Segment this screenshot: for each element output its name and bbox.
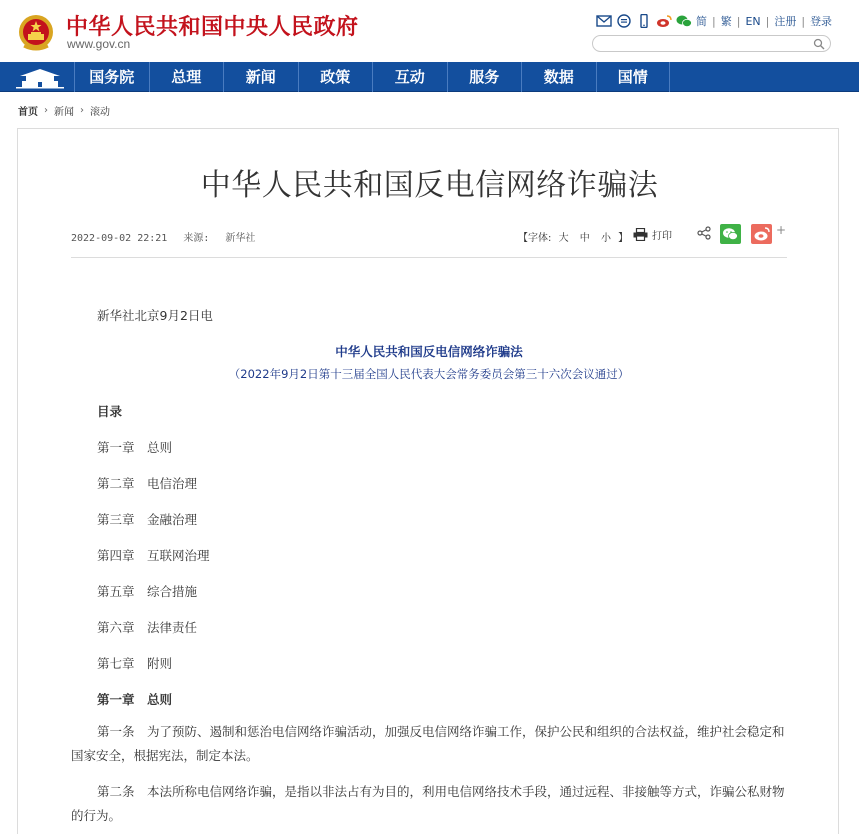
- toc-item: 第七章 附则: [97, 656, 173, 671]
- share-wechat-button[interactable]: [720, 224, 741, 244]
- toc-item: 第四章 互联网治理: [97, 548, 210, 563]
- search-icon[interactable]: [813, 38, 825, 50]
- font-size-control: [518, 229, 628, 244]
- share-weibo-button[interactable]: [751, 224, 772, 244]
- separator: |: [736, 14, 741, 28]
- site-domain: www.gov.cn: [67, 37, 131, 51]
- more-share-icon[interactable]: +: [776, 223, 787, 237]
- nav-item-policy[interactable]: 政策: [298, 62, 373, 92]
- toc-item: 第六章 法律责任: [97, 620, 198, 635]
- article-title: 中华人民共和国反电信网络诈骗法: [200, 168, 659, 203]
- font-size-small[interactable]: 小: [600, 233, 611, 244]
- dateline: 新华社北京9月2日电: [97, 308, 213, 323]
- font-size-label: 【字体:: [518, 233, 552, 244]
- print-icon: [633, 228, 648, 241]
- site-header: [0, 0, 859, 62]
- article-paragraph: 第二条 本法所称电信网络诈骗，是指以非法占有为目的，利用电信网络技术手段，通过远程、非接触等方式，诈骗公私财物的行为。: [71, 784, 785, 823]
- print-label: 打印: [652, 231, 672, 242]
- chevron-right-icon: ›: [80, 105, 84, 116]
- mobile-icon[interactable]: [636, 14, 652, 28]
- source-label: 来源:: [183, 233, 210, 244]
- register-link[interactable]: 注册: [774, 15, 797, 28]
- divider: [71, 257, 787, 258]
- weibo-icon: [751, 224, 772, 244]
- chapter-heading: 第一章 总则: [97, 692, 173, 707]
- separator: |: [765, 14, 770, 28]
- font-size-close: 】: [618, 233, 629, 244]
- law-title: 中华人民共和国反电信网络诈骗法: [335, 344, 523, 359]
- toc-item: 第二章 电信治理: [97, 476, 198, 491]
- tiananmen-icon[interactable]: [12, 65, 68, 89]
- header-tools: [596, 12, 832, 30]
- print-button[interactable]: [633, 227, 672, 242]
- wechat-icon: [720, 224, 741, 244]
- breadcrumb-home[interactable]: 首页: [18, 107, 38, 118]
- wechat-icon[interactable]: [676, 14, 692, 28]
- nav-item-state-council[interactable]: 国务院: [74, 62, 149, 92]
- login-link[interactable]: 登录: [810, 15, 833, 28]
- breadcrumb-scroll[interactable]: 滚动: [90, 107, 110, 118]
- law-subtitle: （2022年9月2日第十三届全国人民代表大会常务委员会第三十六次会议通过）: [228, 367, 630, 381]
- nav-item-news[interactable]: 新闻: [223, 62, 298, 92]
- toc-heading: 目录: [97, 404, 123, 419]
- simplified-link[interactable]: 简: [696, 15, 707, 28]
- toc-item: 第三章 金融治理: [97, 512, 198, 527]
- separator: |: [712, 14, 716, 28]
- breadcrumb: [18, 103, 110, 118]
- nav-items: [74, 62, 670, 92]
- national-emblem-icon[interactable]: [18, 12, 54, 52]
- font-size-medium[interactable]: 中: [579, 233, 590, 244]
- breadcrumb-news[interactable]: 新闻: [54, 107, 74, 118]
- share-icon[interactable]: [697, 226, 711, 240]
- separator: |: [801, 14, 806, 28]
- traditional-link[interactable]: 繁: [720, 15, 732, 28]
- article-meta: [71, 229, 265, 244]
- mail-icon[interactable]: [596, 14, 612, 28]
- search-box[interactable]: [592, 35, 831, 52]
- english-link[interactable]: EN: [745, 14, 761, 28]
- site-title[interactable]: 中华人民共和国中央人民政府: [66, 15, 359, 40]
- app-icon[interactable]: [616, 14, 632, 28]
- main-nav: [0, 62, 859, 92]
- weibo-icon[interactable]: [656, 14, 672, 28]
- nav-item-services[interactable]: 服务: [447, 62, 522, 92]
- nav-item-national-info[interactable]: 国情: [596, 62, 671, 92]
- chevron-right-icon: ›: [44, 105, 48, 116]
- search-input[interactable]: [601, 37, 801, 50]
- nav-item-data[interactable]: 数据: [521, 62, 596, 92]
- nav-item-interaction[interactable]: 互动: [372, 62, 447, 92]
- font-size-large[interactable]: 大: [558, 233, 569, 244]
- article-source: 新华社: [225, 233, 256, 244]
- toc-item: 第五章 综合措施: [97, 584, 198, 599]
- toc-item: 第一章 总则: [97, 440, 173, 455]
- nav-item-premier[interactable]: 总理: [149, 62, 224, 92]
- article-datetime: 2022-09-02 22:21: [71, 233, 168, 244]
- article-paragraph: 第一条 为了预防、遏制和惩治电信网络诈骗活动，加强反电信网络诈骗工作，保护公民和组织的合法权益，维护社会稳定和国家安全，根据宪法，制定本法。: [71, 724, 785, 763]
